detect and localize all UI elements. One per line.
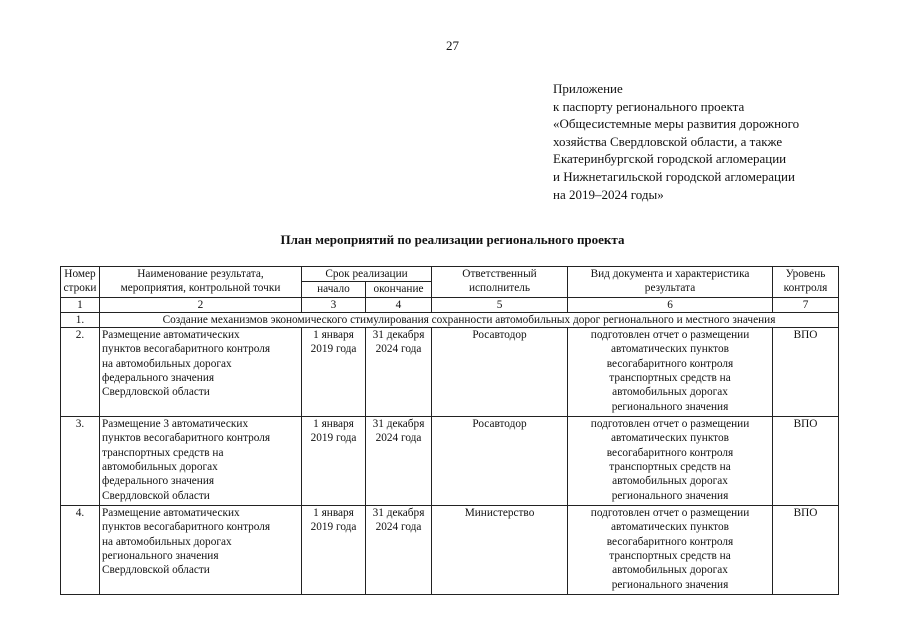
row-number: 3.: [61, 417, 100, 506]
row-name: Размещение 3 автоматических пунктов весогабаритного контроля транспортных средств на автомобильных дорогах федерального значения Свердловской области: [100, 417, 302, 506]
row-level: ВПО: [773, 328, 839, 417]
plan-title: План мероприятий по реализации регионального проекта: [280, 232, 625, 247]
header-level: Уровень контроля: [773, 267, 839, 298]
row-name: Размещение автоматических пунктов весогабаритного контроля на автомобильных дорогах регионального значения Свердловской области: [100, 506, 302, 595]
row-document: подготовлен отчет о размещении автоматических пунктов весогабаритного контроля транспортных средств на автомобильных дорогах регионального значения: [568, 417, 773, 506]
row-end: 31 декабря 2024 года: [366, 328, 432, 417]
table-row: [61, 506, 839, 595]
row-end: 31 декабря 2024 года: [366, 506, 432, 595]
row-number: 4.: [61, 506, 100, 595]
header-end: окончание: [366, 282, 432, 297]
header-document: Вид документа и характеристика результата: [568, 267, 773, 298]
column-number: 2: [100, 297, 302, 312]
column-number: 7: [773, 297, 839, 312]
appendix-line: «Общесистемные меры развития дорожного: [553, 116, 800, 132]
header-period: Срок реализации: [302, 267, 432, 282]
appendix-line: Приложение: [553, 81, 623, 96]
table-row: [61, 417, 839, 506]
row-start: 1 января 2019 года: [302, 328, 366, 417]
header-start: начало: [302, 282, 366, 297]
appendix-line: и Нижнетагильской городской агломерации: [553, 168, 795, 184]
column-number: 1: [61, 297, 100, 312]
column-number: 5: [432, 297, 568, 312]
column-number: 3: [302, 297, 366, 312]
row-start: 1 января 2019 года: [302, 417, 366, 506]
header-name: Наименование результата, мероприятия, контрольной точки: [100, 267, 302, 298]
appendix-line: хозяйства Свердловской области, а также: [553, 133, 783, 149]
column-number: 6: [568, 297, 773, 312]
appendix-line: к паспорту регионального проекта: [553, 98, 745, 114]
page-number: 27: [446, 38, 459, 53]
header-executor: Ответственный исполнитель: [432, 267, 568, 298]
plan-table: [60, 266, 839, 595]
header-row: [61, 267, 839, 282]
section-title: Создание механизмов экономического стимулирования сохранности автомобильных дорог регионального и местного значения: [100, 312, 839, 327]
row-executor: Росавтодор: [432, 328, 568, 417]
row-start: 1 января 2019 года: [302, 506, 366, 595]
appendix-line: на 2019–2024 годы»: [553, 186, 664, 202]
appendix-line: Екатеринбургской городской агломерации: [553, 151, 787, 167]
section-number: 1.: [61, 312, 100, 327]
appendix-note: [553, 80, 873, 203]
column-number: 4: [366, 297, 432, 312]
section-row: [61, 312, 839, 327]
row-executor: Росавтодор: [432, 417, 568, 506]
row-document: подготовлен отчет о размещении автоматических пунктов весогабаритного контроля транспортных средств на автомобильных дорогах регионального значения: [568, 506, 773, 595]
row-end: 31 декабря 2024 года: [366, 417, 432, 506]
row-level: ВПО: [773, 417, 839, 506]
row-document: подготовлен отчет о размещении автоматических пунктов весогабаритного контроля транспортных средств на автомобильных дорогах регионального значения: [568, 328, 773, 417]
row-level: ВПО: [773, 506, 839, 595]
row-executor: Министерство: [432, 506, 568, 595]
row-number: 2.: [61, 328, 100, 417]
header-row-no: Номер строки: [61, 267, 100, 298]
column-number-row: [61, 297, 839, 312]
table-row: [61, 328, 839, 417]
row-name: Размещение автоматических пунктов весогабаритного контроля на автомобильных дорогах федерального значения Свердловской области: [100, 328, 302, 417]
